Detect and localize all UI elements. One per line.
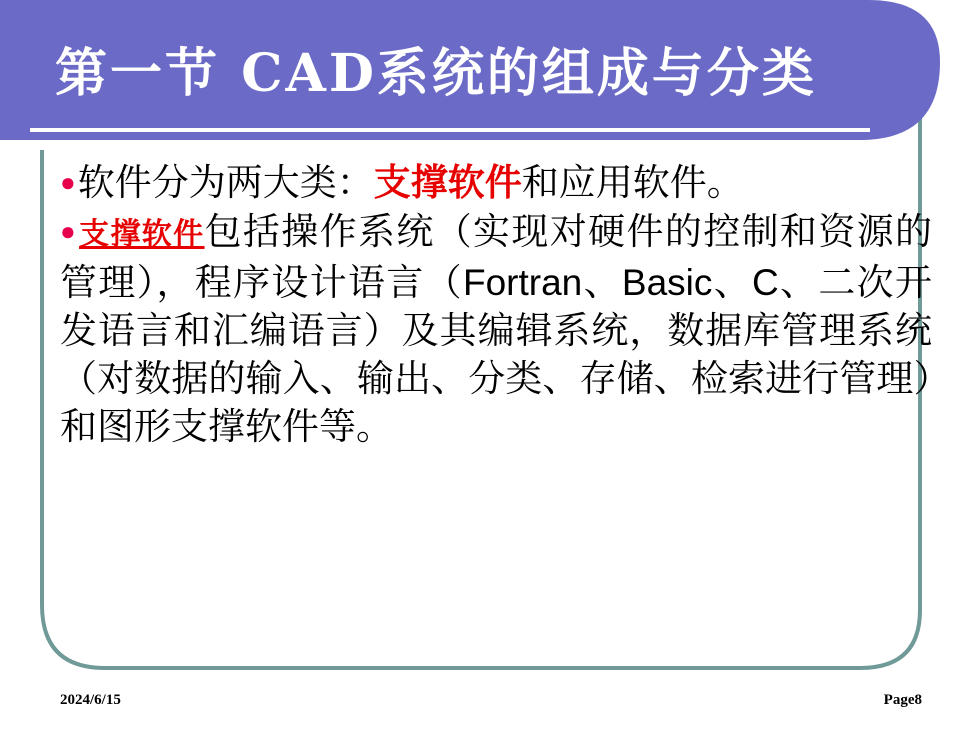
bullet-dot-icon: ● <box>60 167 76 197</box>
footer-date: 2024/6/15 <box>60 692 121 708</box>
slide-body <box>60 158 932 451</box>
bullet-paragraph-2 <box>60 207 932 451</box>
p1-tail: 和应用软件。 <box>521 162 744 203</box>
bullet-paragraph-1 <box>60 158 932 207</box>
p2-highlight: 支撑软件 <box>79 217 205 252</box>
p2-text: 包括操作系统（实现对硬件的控制和资源的管理），程序设计语言（Fortran、Basic、C、二次开发语言和汇编语言）及其编辑系统，数据库管理系统（对数据的输入、输出、分类、存储、检索进行管理）和图形支撑软件等。 <box>60 211 933 447</box>
footer-page-number: Page8 <box>883 692 922 708</box>
p1-highlight: 支撑软件 <box>373 160 522 204</box>
bullet-dot-icon: ● <box>60 216 78 246</box>
slide-title: 第一节 CAD系统的组成与分类 <box>55 43 817 104</box>
p1-text: 软件分为两大类： <box>77 162 374 203</box>
